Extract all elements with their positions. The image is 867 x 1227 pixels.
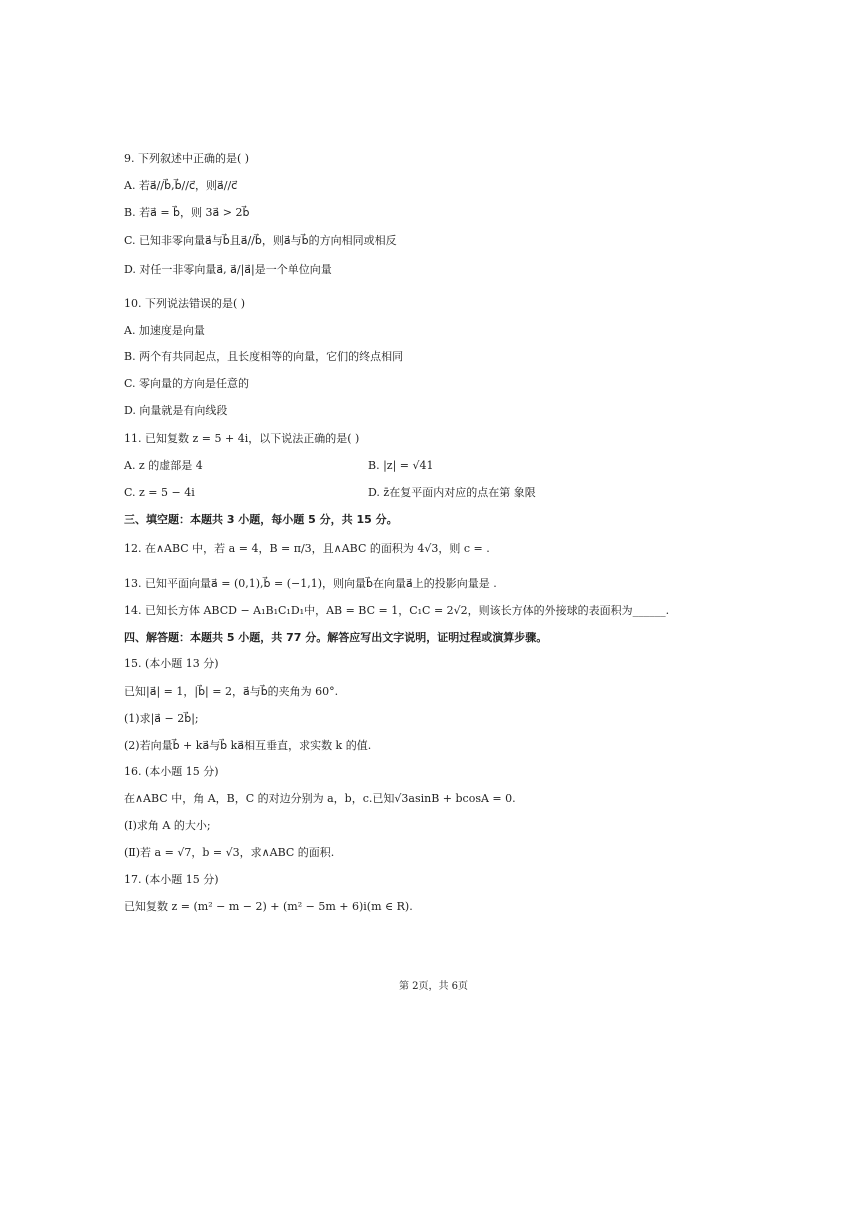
- question-10-option-c: C. 零向量的方向是任意的: [124, 377, 250, 390]
- question-16-part-1: (Ⅰ)求角 A 的大小;: [124, 819, 211, 832]
- question-11-option-d: D. z̄在复平面内对应的点在第 象限: [368, 486, 536, 499]
- question-10-option-a: A. 加速度是向量: [124, 324, 205, 337]
- page-footer: 第 2页，共 6页: [398, 981, 469, 992]
- question-16-part-2: (Ⅱ)若 a = √7，b = √3，求∧ABC 的面积.: [124, 846, 335, 859]
- question-15-part-2: (2)若向量b⃗ + ka⃗与b⃗ ka⃗相互垂直，求实数 k 的值.: [124, 739, 372, 752]
- question-11-option-a: A. z 的虚部是 4: [124, 459, 203, 472]
- question-10-option-d: D. 向量就是有向线段: [124, 404, 228, 417]
- question-11-option-b: B. |z| = √41: [368, 459, 434, 472]
- question-10-stem: 10. 下列说法错误的是( ): [124, 297, 246, 310]
- question-16-heading: 16. (本小题 15 分): [124, 765, 219, 778]
- question-17-given: 已知复数 z = (m² − m − 2) + (m² − 5m + 6)i(m ∈ R).: [124, 900, 413, 913]
- question-16-given: 在∧ABC 中，角 A，B，C 的对边分别为 a，b，c.已知√3asinB + bcosA = 0.: [124, 792, 516, 805]
- question-9-stem: 9. 下列叙述中正确的是( ): [124, 152, 250, 165]
- question-12: 12. 在∧ABC 中，若 a = 4，B = π/3，且∧ABC 的面积为 4√3，则 c = .: [124, 542, 490, 555]
- question-17-heading: 17. (本小题 15 分): [124, 873, 219, 886]
- question-14: 14. 已知长方体 ABCD − A₁B₁C₁D₁中，AB = BC = 1，C₁C = 2√2，则该长方体的外接球的表面积为______.: [124, 604, 670, 617]
- section-3-heading: 三、填空题：本题共 3 小题，每小题 5 分，共 15 分。: [124, 513, 398, 526]
- section-4-heading: 四、解答题：本题共 5 小题，共 77 分。解答应写出文字说明，证明过程或演算步骤。: [124, 631, 548, 644]
- question-10-option-b: B. 两个有共同起点，且长度相等的向量，它们的终点相同: [124, 350, 404, 363]
- question-15-part-1: (1)求|a⃗ − 2b⃗|;: [124, 712, 199, 725]
- question-15-given: 已知|a⃗| = 1，|b⃗| = 2，a⃗与b⃗的夹角为 60°.: [124, 685, 339, 698]
- question-9-option-a: A. 若a⃗//b⃗,b⃗//c⃗，则a⃗//c⃗: [124, 179, 238, 192]
- question-9-option-d: D. 对任一非零向量a⃗, a⃗/|a⃗|是一个单位向量: [124, 263, 332, 276]
- question-13: 13. 已知平面向量a⃗ = (0,1),b⃗ = (−1,1)，则向量b⃗在向量a⃗上的投影向量是 .: [124, 577, 497, 590]
- question-15-heading: 15. (本小题 13 分): [124, 657, 219, 670]
- question-11-stem: 11. 已知复数 z = 5 + 4i，以下说法正确的是( ): [124, 432, 360, 445]
- question-9-option-b: B. 若a⃗ = b⃗，则 3a⃗ > 2b⃗: [124, 206, 250, 219]
- question-11-option-c: C. z = 5 − 4i: [124, 486, 195, 499]
- question-9-option-c: C. 已知非零向量a⃗与b⃗且a⃗//b⃗，则a⃗与b⃗的方向相同或相反: [124, 234, 397, 247]
